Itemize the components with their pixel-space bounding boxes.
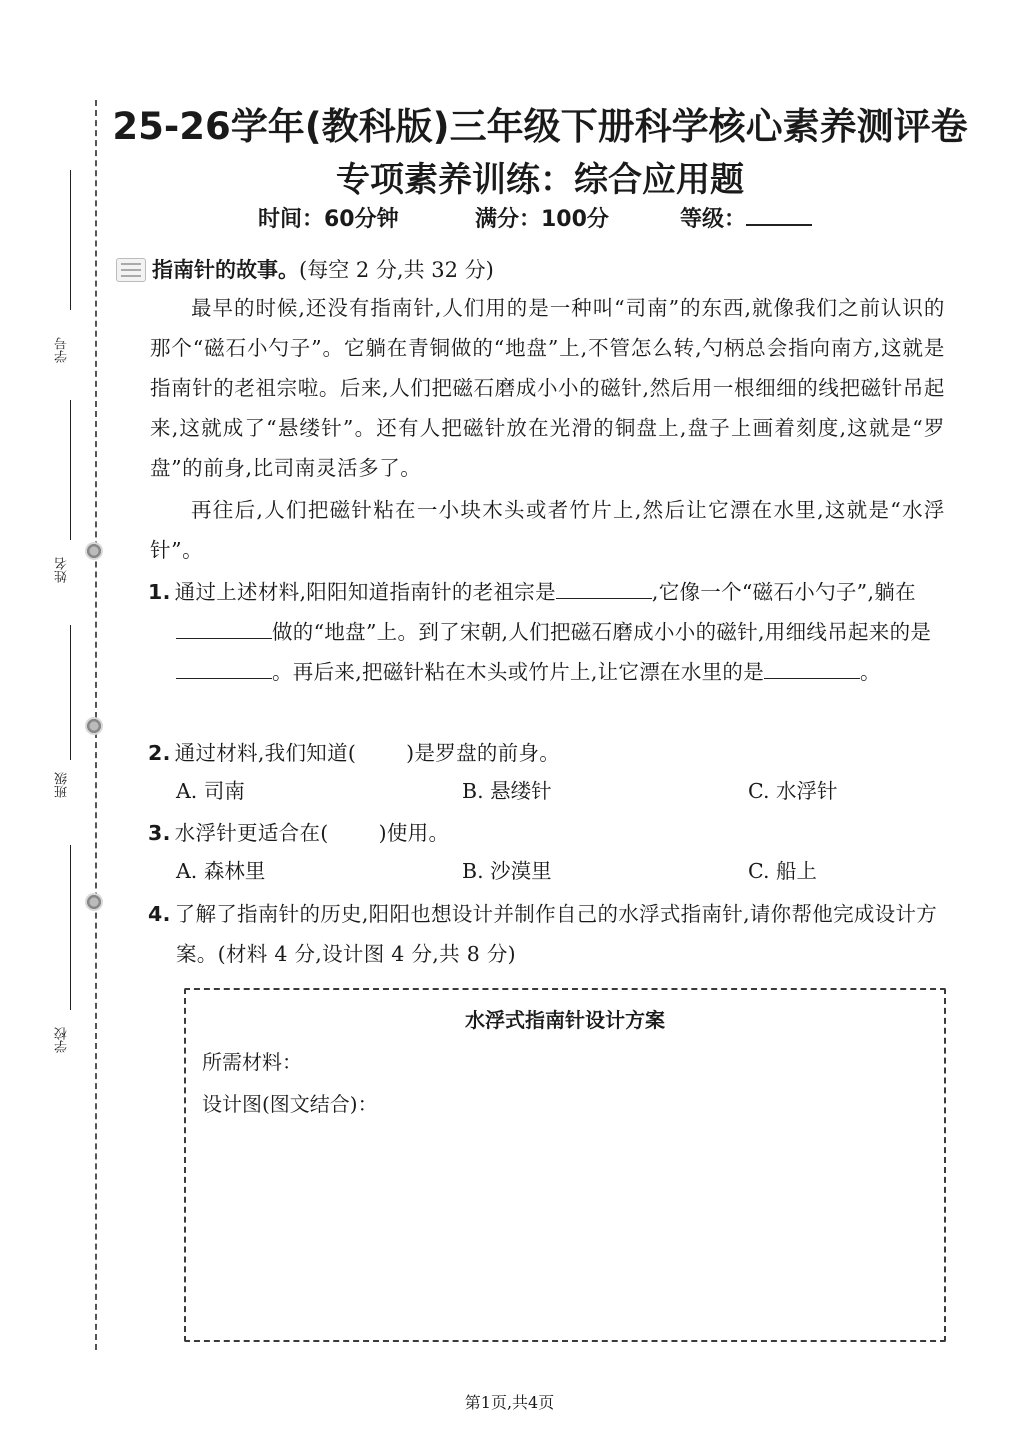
section-heading	[152, 254, 494, 284]
grade-blank[interactable]	[746, 202, 812, 226]
binding-field-student-id	[48, 170, 78, 430]
question-2-options	[176, 774, 936, 814]
option-b[interactable]: B. 悬缕针	[462, 779, 552, 803]
answer-blank[interactable]	[176, 654, 272, 679]
question-number: 4.	[148, 902, 171, 926]
page-number: 第1页,共4页	[464, 1393, 555, 1412]
question-text: ,它像一个“磁石小勺子”,躺在	[651, 580, 916, 604]
exam-time: 时间：60分钟	[258, 207, 399, 232]
exam-meta-row	[230, 202, 850, 238]
binding-hole-icon	[85, 717, 103, 735]
question-text: )使用。	[378, 821, 450, 845]
class-underline	[70, 625, 71, 760]
exam-subtitle: 专项素养训练：综合应用题	[336, 160, 744, 200]
question-text: 。	[860, 660, 881, 684]
question-3	[148, 813, 948, 853]
option-a[interactable]: A. 司南	[176, 779, 245, 803]
question-1	[148, 572, 976, 692]
school-label: 学校	[55, 1027, 70, 1053]
design-plan-box[interactable]	[184, 988, 946, 1342]
design-plan-title: 水浮式指南针设计方案	[465, 1008, 665, 1032]
binding-hole-icon	[85, 542, 103, 560]
question-number: 3.	[148, 821, 171, 845]
question-text: 做的“地盘”上。到了宋朝,人们把磁石磨成小小的磁针,用细线吊起来的是	[272, 620, 932, 644]
passage-paragraph-1: 最早的时候,还没有指南针,人们用的是一种叫“司南”的东西,就像我们之前认识的那个“磁石小勺子”。它躺在青铜做的“地盘”上,不管怎么转,勺柄总会指向南方,这就是指南针的老祖宗啦。后来,人们把磁石磨成小小的磁针,然后用一根细细的线把磁针吊起来,这就成了“悬缕针”。还有人把磁针放在光滑的铜盘上,盘子上画着刻度,这就是“罗盘”的前身,比司南灵活多了。	[150, 296, 945, 480]
question-4	[148, 894, 976, 974]
question-number: 2.	[148, 741, 171, 765]
option-c[interactable]: C. 水浮针	[748, 779, 838, 803]
option-b[interactable]: B. 沙漠里	[462, 859, 552, 883]
exam-title: 25-26学年(教科版)三年级下册科学核心素养测评卷	[112, 105, 968, 148]
student-id-label: 学号	[55, 337, 70, 363]
student-id-underline	[70, 170, 71, 310]
passage-paragraph-2: 再往后,人们把磁针粘在一小块木头或者竹片上,然后让它漂在水里,这就是“水浮针”。	[150, 498, 945, 562]
question-text: 。再后来,把磁针粘在木头或竹片上,让它漂在水里的是	[272, 660, 765, 684]
binding-field-school	[48, 845, 78, 1065]
diagram-label: 设计图(图文结合)：	[202, 1092, 378, 1116]
grade-label: 等级：	[680, 207, 747, 232]
binding-field-class	[48, 625, 78, 815]
materials-label: 所需材料：	[202, 1050, 302, 1074]
name-underline	[70, 400, 71, 540]
exam-full-score: 满分：100分	[475, 207, 609, 232]
question-text: 通过上述材料,阳阳知道指南针的老祖宗是	[174, 580, 556, 604]
section-scoring: (每空 2 分,共 32 分)	[299, 258, 494, 282]
school-underline	[70, 845, 71, 1010]
question-number: 1.	[148, 580, 171, 604]
question-text: 通过材料,我们知道(	[174, 741, 357, 765]
exam-grade	[680, 202, 812, 233]
section-title: 指南针的故事。	[152, 258, 299, 282]
question-text: 水浮针更适合在(	[174, 821, 329, 845]
answer-blank[interactable]	[556, 574, 652, 599]
answer-blank[interactable]	[764, 654, 860, 679]
option-a[interactable]: A. 森林里	[176, 859, 266, 883]
section-number-icon	[116, 258, 146, 282]
question-text: 了解了指南针的历史,阳阳也想设计并制作自己的水浮式指南针,请你帮他完成设计方案。(材料 4 分,设计图 4 分,共 8 分)	[174, 902, 938, 966]
question-text: )是罗盘的前身。	[406, 741, 561, 765]
class-label: 班级	[55, 772, 70, 798]
question-3-options	[176, 854, 936, 894]
binding-field-name	[48, 400, 78, 600]
binding-hole-icon	[85, 893, 103, 911]
answer-blank[interactable]	[176, 614, 272, 639]
name-label: 姓名	[55, 557, 70, 583]
question-2	[148, 733, 948, 773]
option-c[interactable]: C. 船上	[748, 859, 817, 883]
